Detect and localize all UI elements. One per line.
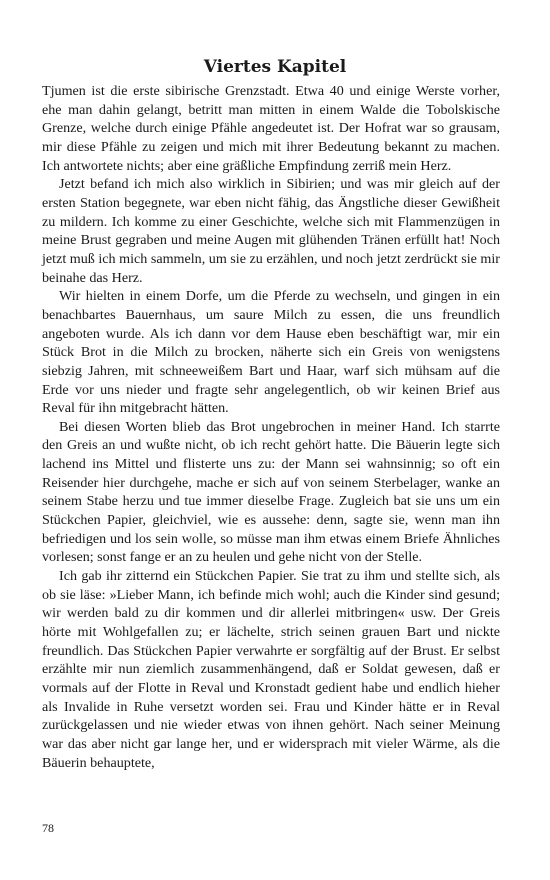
paragraph: Bei diesen Worten blieb das Brot ungebrochen in meiner Hand. Ich starrte den Greis an und wußte nicht, ob ich recht gehört hatte. Die Bäuerin legte sich lachend ins Mittel und flisterte uns zu: der Mann sei wahnsinnig; so oft ein Reisender hier durchgehe, mache er sich auf von seinem Sterbelager, wanke an seinem Stabe herzu und tue immer dieselbe Frage. Zugleich bat sie uns um ein Stückchen Papier, gleichviel, wie es aussehe: denn, sagte sie, wenn man ihn befriedigen und los sein wolle, so müsse man ihm etwas einem Briefe Ähnliches vorlesen; sonst fange er an zu heulen und gehe nicht von der Stelle. bbox=[42, 418, 500, 566]
paragraph: Jetzt befand ich mich also wirklich in Sibirien; und was mir gleich auf der ersten Station begegnete, war eben nicht fähig, das Ängstliche dieser Gewißheit zu mildern. Ich komme zu einer Geschichte, welche sich mit Flammenzügen in meine Brust gegraben und meine Augen mit glühenden Tränen erfüllt hat! Noch jetzt muß ich mich sammeln, um sie zu erzählen, und noch jetzt zerdrückt sie mir beinahe das Herz. bbox=[42, 176, 500, 286]
chapter-title: Viertes Kapitel bbox=[203, 57, 347, 77]
paragraph: Ich gab ihr zitternd ein Stückchen Papier. Sie trat zu ihm und stellte sich, als ob sie läse: »Lieber Mann, ich befinde mich wohl; auch die Kinder sind gesund; wir werden bald zu dir kommen und dir allerlei mitbringen« usw. Der Greis hörte mit Wohlgefallen zu; er lächelte, strich seinen grauen Bart und nickte freundlich. Das Stückchen Papier verwahrte er sorgfältig auf der Brust. Er selbst erzählte mir nun ziemlich zusammenhängend, daß er Soldat gewesen, daß er vormals auf der Flotte in Reval und Kronstadt gedient habe und endlich hieher als Invalide in Ruhe versetzt worden sei. Frau und Kinder hätte er in Reval zurückgelassen und nie wieder etwas von ihnen gehört. Nach seiner Meinung war das aber nicht gar lange her, und er widersprach mit vieler Wärme, als die Bäuerin behauptete, bbox=[42, 568, 500, 771]
paragraph: Wir hielten in einem Dorfe, um die Pferde zu wechseln, und gingen in ein benachbartes Bauernhaus, um saure Milch zu essen, die uns freundlich angeboten wurde. Als ich dann vor dem Hause eben beschäftigt war, mir ein Stück Brot in die Milch zu brocken, näherte sich ein Greis von wenigstens siebzig Jahren, mit schneeweißem Bart und Haar, warf sich mühsam auf die Erde vor uns nieder und fragte sehr angelegentlich, ob wir keinen Brief aus Reval für ihn mitgebracht hätten. bbox=[42, 288, 500, 417]
body-text bbox=[42, 82, 500, 772]
page-number: 78 bbox=[42, 821, 54, 835]
paragraph: Tjumen ist die erste sibirische Grenzstadt. Etwa 40 und einige Werste vorher, ehe man dahin gelangt, betritt man mitten in einem Walde die Tobolskische Grenze, welche durch einige Pfähle angedeutet ist. Der Hofrat war so grausam, mir diese Pfähle zu zeigen und mich mit ihrer Bedeutung bekannt zu machen. Ich antwortete nichts; aber eine gräßliche Empfindung zerriß mein Herz. bbox=[42, 83, 500, 174]
